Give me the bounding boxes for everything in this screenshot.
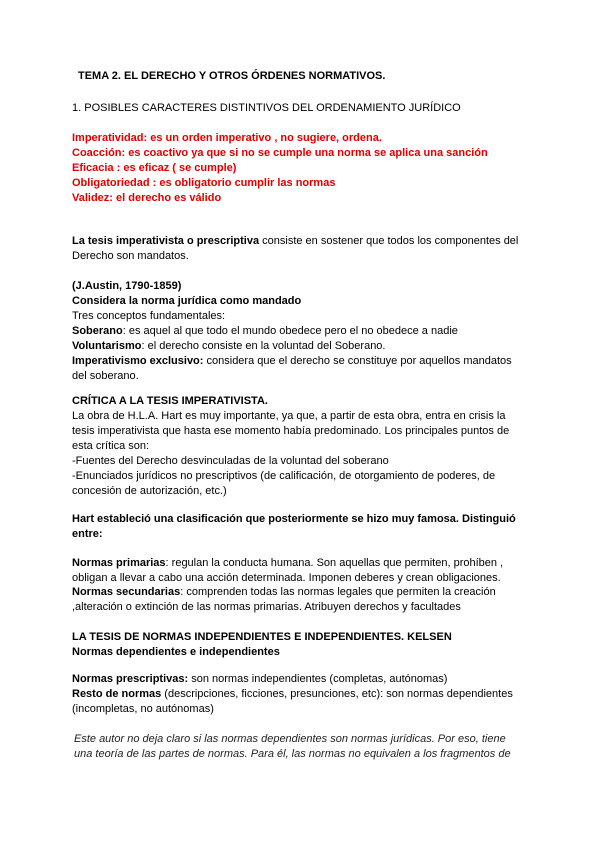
character-item: Validez: el derecho es válido	[72, 192, 222, 204]
imperativismo-line	[72, 354, 512, 369]
soberano-label: Soberano	[72, 325, 123, 337]
prescriptivas-line	[72, 672, 447, 687]
page-title: TEMA 2. EL DERECHO Y OTROS ÓRDENES NORMATIVOS.	[78, 70, 386, 82]
critica-heading: CRÍTICA A LA TESIS IMPERATIVISTA.	[72, 395, 268, 407]
resto-line	[72, 687, 513, 702]
austin-intro: Tres conceptos fundamentales:	[72, 310, 226, 322]
voluntarismo-text: : el derecho consiste en la voluntad del Soberano.	[141, 340, 386, 352]
primarias-label: Normas primarias	[72, 557, 166, 569]
austin-author: (J.Austin, 1790-1859)	[72, 280, 182, 292]
tesis-text: consiste en sostener que todos los componentes del	[259, 235, 519, 247]
critica-line: La obra de H.L.A. Hart es muy importante, ya que, a partir de esta obra, entra en crisis la	[72, 410, 506, 422]
primarias-text: : regulan la conducta humana. Son aquellas que permiten, prohíben ,	[165, 557, 504, 569]
austin-heading: Considera la norma jurídica como mandado	[72, 295, 302, 307]
prescriptivas-text: son normas independientes (completas, autónomas)	[188, 673, 448, 685]
italic-line: una teoría de las partes de normas. Para él, las normas no equivalen a los fragmentos de	[74, 748, 511, 760]
character-item: Eficacia : es eficaz ( se cumple)	[72, 162, 237, 174]
critica-line: -Fuentes del Derecho desvinculadas de la voluntad del soberano	[72, 455, 389, 467]
secundarias-line-2: ,alteración o extinción de las normas primarias. Atribuyen derechos y facultades	[72, 601, 461, 613]
imperativismo-label: Imperativismo exclusivo:	[72, 355, 204, 367]
tesis-line: Derecho son mandatos.	[72, 250, 189, 262]
italic-line: Este autor no deja claro si las normas dependientes son normas jurídicas. Por eso, tiene	[74, 733, 506, 745]
tesis-paragraph	[72, 234, 518, 249]
critica-line: -Enunciados jurídicos no prescriptivos (de calificación, de otorgamiento de poderes, de	[72, 470, 496, 482]
voluntarismo-line	[72, 339, 385, 354]
resto-text: (descripciones, ficciones, presunciones, etc): son normas dependientes	[161, 688, 513, 700]
primarias-line-2: obligan a llevar a cabo una acción determinada. Imponen deberes y crean obligaciones.	[72, 572, 501, 584]
voluntarismo-label: Voluntarismo	[72, 340, 142, 352]
resto-label: Resto de normas	[72, 688, 162, 700]
secundarias-label: Normas secundarias	[72, 586, 181, 598]
character-item: Imperatividad: es un orden imperativo , no sugiere, ordena.	[72, 132, 382, 144]
soberano-line	[72, 324, 458, 339]
imperativismo-line-2: del soberano.	[72, 370, 139, 382]
kelsen-heading: LA TESIS DE NORMAS INDEPENDIENTES E INDEPENDIENTES. KELSEN	[72, 631, 452, 643]
critica-line: esta crítica son:	[72, 440, 150, 452]
secundarias-line	[72, 585, 496, 600]
kelsen-subheading: Normas dependientes e independientes	[72, 646, 280, 658]
character-item: Coacción: es coactivo ya que si no se cumple una norma se aplica una sanción	[72, 147, 488, 159]
character-item: Obligatoriedad : es obligatorio cumplir las normas	[72, 177, 336, 189]
secundarias-text: : comprenden todas las normas legales que permiten la creación	[180, 586, 496, 598]
hart-line: entre:	[72, 528, 103, 540]
resto-line-2: (incompletas, no autónomas)	[72, 703, 214, 715]
tesis-term: La tesis imperativista o prescriptiva	[72, 235, 260, 247]
prescriptivas-label: Normas prescriptivas:	[72, 673, 189, 685]
imperativismo-text: considera que el derecho se constituye por aquellos mandatos	[203, 355, 512, 367]
critica-line: concesión de autorización, etc.)	[72, 485, 227, 497]
hart-line: Hart estableció una clasificación que posteriormente se hizo muy famosa. Distinguió	[72, 513, 516, 525]
primarias-line	[72, 556, 503, 571]
critica-line: tesis imperativista que hasta ese momento había predominado. Los principales puntos de	[72, 425, 510, 437]
soberano-text: : es aquel al que todo el mundo obedece pero el no obedece a nadie	[122, 325, 458, 337]
section-heading: 1. POSIBLES CARACTERES DISTINTIVOS DEL ORDENAMIENTO JURÍDICO	[72, 102, 461, 114]
